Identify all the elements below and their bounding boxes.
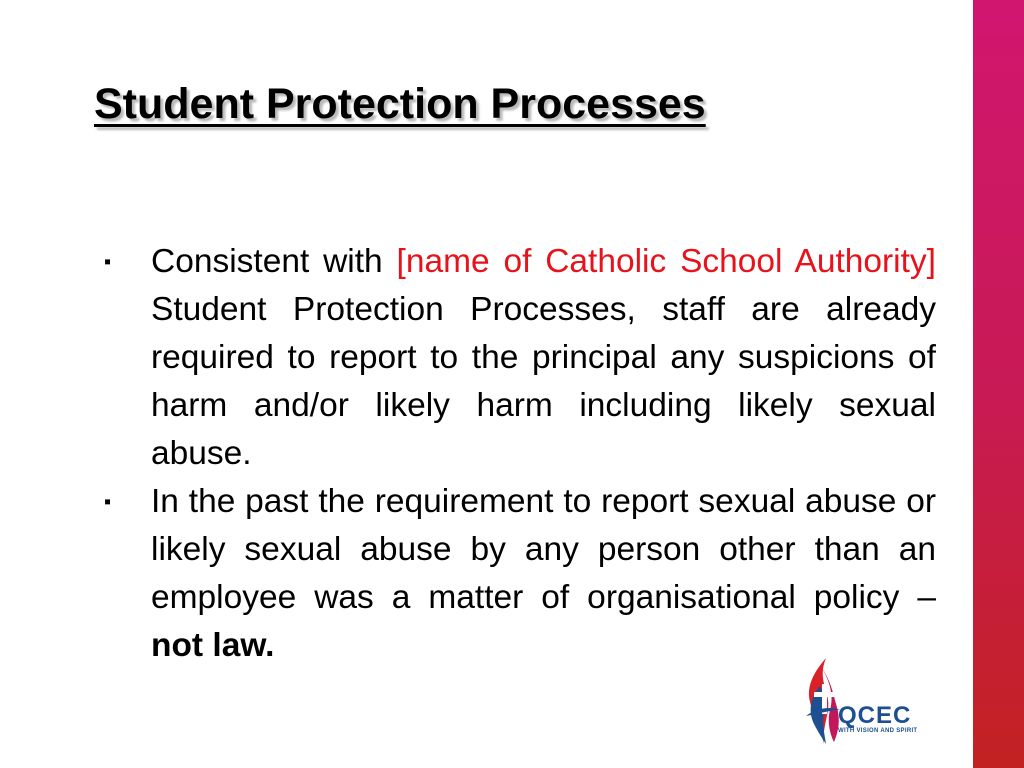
bullet-2-emphasis: not law. [151, 627, 275, 664]
logo-tagline: WITH VISION AND SPIRIT [838, 728, 918, 734]
bullet-2-lead: In the past the requirement to report sexual abuse or likely sexual abuse by any person other than an employee was a matter of organisational policy – [151, 483, 936, 616]
side-accent-bar [973, 0, 1024, 768]
bullet-1-lead: Consistent with [151, 243, 397, 280]
bullet-item-1 [100, 238, 936, 478]
bullet-list [100, 238, 936, 670]
bullet-item-2 [100, 478, 936, 670]
bullet-marker-icon: ▪ [104, 491, 112, 513]
slide-title: Student Protection Processes [94, 80, 706, 128]
logo-name: QCEC [838, 702, 912, 729]
bullet-marker-icon: ▪ [104, 251, 112, 273]
bullet-1-rest: Student Protection Processes, staff are already required to report to the principal any suspicions of harm and/or likely harm including likely sexual abuse. [151, 291, 936, 472]
bullet-1-placeholder: [name of Catholic School Authority] [396, 243, 936, 280]
